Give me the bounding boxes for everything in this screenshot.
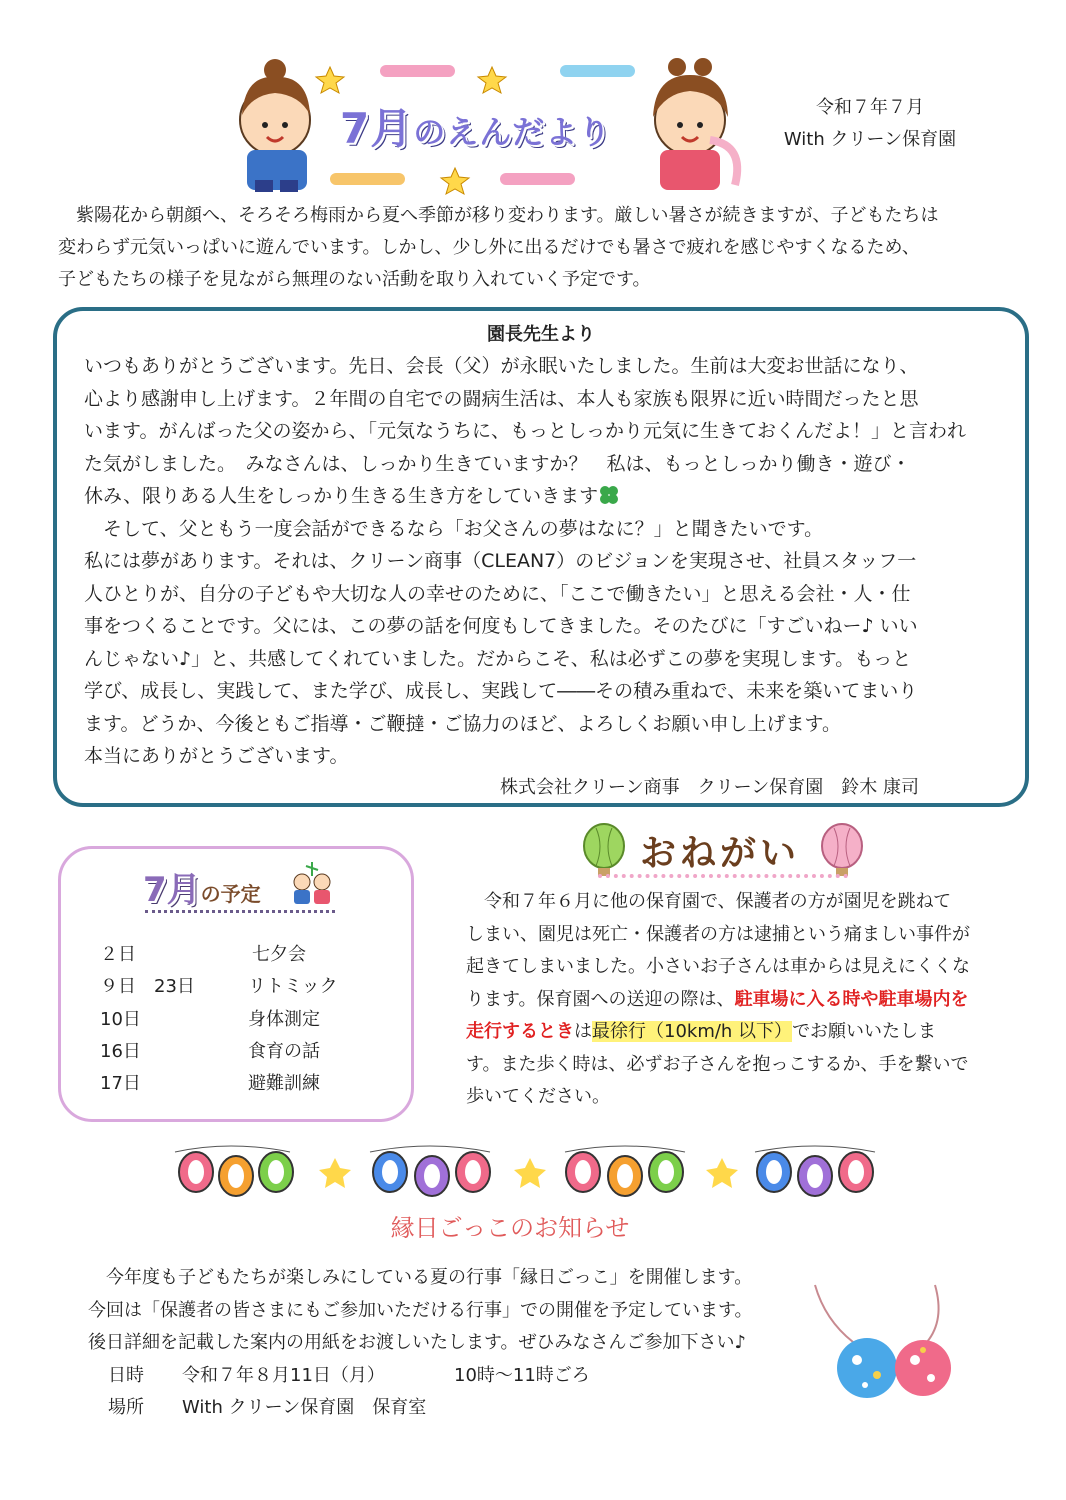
message-line: いつもありがとうございます。先日、会長（父）が永眠いたしました。生前は大変お世話になり、 xyxy=(84,355,919,377)
girl-character xyxy=(653,58,737,190)
schedule-title-text: の予定 xyxy=(200,882,261,906)
request-line xyxy=(466,1016,1006,1049)
schedule-date: 17日 xyxy=(100,1073,141,1094)
festival-when xyxy=(88,1360,818,1393)
festival-heading: 縁日ごっこのお知らせ xyxy=(390,1214,630,1242)
school-name: With クリーン保育園 xyxy=(783,129,957,150)
when-date: 令和７年８月11日（月） xyxy=(182,1364,385,1386)
schedule-event: 身体測定 xyxy=(248,1009,320,1030)
title-text: のえんだより xyxy=(413,113,612,151)
title-month: 7月 xyxy=(340,104,414,153)
schedule-event: 食育の話 xyxy=(248,1041,320,1062)
water-balloon-yoyo-icon xyxy=(805,1280,975,1405)
schedule-event: リトミック xyxy=(248,976,338,997)
newsletter-title xyxy=(340,96,611,156)
message-line: 私には夢があります。それは、クリーン商事（CLEAN7）のビジョンを実現させ、社員スタッフ一 xyxy=(84,550,917,572)
message-line: 人ひとりが、自分の子どもや大切な人の幸せのために、「ここで働きたい」と思える会社・人・仕 xyxy=(84,582,911,605)
request-line: 起きてしまいました。小さいお子さんは車からは見えにくくな xyxy=(466,956,970,977)
pink-balloon-icon xyxy=(822,824,862,876)
when-label: 日時 xyxy=(108,1364,144,1386)
festival-line: 今年度も子どもたちが楽しみにしている夏の行事「縁日ごっこ」を開催します。 xyxy=(88,1267,753,1288)
request-text: でお願いいたしま xyxy=(792,1021,937,1042)
message-line: 休み、限りある人生をしっかり生きる生き方をしていきます xyxy=(84,485,599,507)
date-block xyxy=(770,92,970,156)
request-underline xyxy=(598,874,848,878)
message-line: んじゃない♪」と、共感してくれていました。だからこそ、私は必ずこの夢を実現します。もっと xyxy=(84,647,912,670)
schedule-date: ９日 23日 xyxy=(100,976,195,997)
festival-line: 後日詳細を記載した案内の用紙をお渡しいたします。ぜひみなさんご参加下さい♪ xyxy=(88,1332,747,1353)
lantern-group-icon xyxy=(175,1146,293,1196)
request-line: 令和７年６月に他の保育園で、保護者の方が園児を跳ねて xyxy=(466,891,952,912)
festival-line: 今回は「保護者の皆さまにもご参加いただける行事」での開催を予定しています。 xyxy=(88,1299,753,1321)
director-signature: 株式会社クリーン商事 クリーン保育園 鈴木 康司 xyxy=(500,777,919,798)
director-heading: 園長先生より xyxy=(487,324,595,345)
festival-body xyxy=(88,1262,818,1425)
request-line: 歩いてください。 xyxy=(466,1086,610,1107)
request-text: は xyxy=(574,1021,592,1042)
message-line: います。がんばった父の姿から、「元気なうちに、もっとしっかり元気に生きておくんだよ！」と言われ xyxy=(84,420,966,442)
clover-icon xyxy=(598,484,620,506)
lantern-group-icon xyxy=(755,1146,875,1196)
message-line-with-clover xyxy=(84,480,1009,513)
request-line: す。また歩く時は、必ずお子さんを抱っこするか、手を繋いで xyxy=(466,1053,969,1075)
request-text: ります。保育園への送迎の際は、 xyxy=(466,988,735,1010)
where-label: 場所 xyxy=(108,1397,144,1418)
request-line: しまい、園児は死亡・保護者の方は逮捕という痛ましい事件が xyxy=(466,923,970,945)
message-line: 事をつくることです。父には、この夢の話を何度もしてきました。そのたびに「すごいねー♪ いい xyxy=(84,615,918,637)
star-icon xyxy=(706,1158,738,1188)
request-heading: おねがい xyxy=(640,833,801,874)
request-line xyxy=(466,984,1006,1017)
schedule-title-month: 7月 xyxy=(143,870,201,910)
intro-line: 子どもたちの様子を見ながら無理のない活動を取り入れていく予定です。 xyxy=(58,269,651,290)
schedule-event: 七夕会 xyxy=(252,944,306,965)
intro-paragraph xyxy=(58,200,1018,296)
lantern-group-icon xyxy=(565,1146,685,1196)
request-alert-text: 駐車場に入る時や駐車場内を xyxy=(734,988,969,1010)
message-line: 心より感謝申し上げます。２年間の自宅での闘病生活は、本人も家族も限界に近い時間だったと思 xyxy=(84,387,919,410)
request-body xyxy=(466,886,1006,1114)
lantern-group-icon xyxy=(370,1146,490,1196)
director-message-body xyxy=(84,350,1009,773)
star-icon xyxy=(514,1158,546,1188)
decor-stars-bottom xyxy=(330,168,575,194)
schedule-divider xyxy=(145,910,335,913)
speed-limit-highlight: 最徐行（10km/h 以下） xyxy=(592,1021,793,1042)
schedule-event: 避難訓練 xyxy=(248,1073,320,1094)
message-line: 本当にありがとうございます。 xyxy=(84,745,349,767)
schedule-date: ２日 xyxy=(100,944,136,965)
boy-character xyxy=(240,59,310,192)
intro-line: 変わらず元気いっぱいに遊んでいます。しかし、少し外に出るだけでも暑さで疲れを感じやすくなるため、 xyxy=(58,237,920,258)
tanabata-kids-icon xyxy=(288,860,336,908)
schedule-date: 10日 xyxy=(100,1009,141,1030)
message-line: そして、父ともう一度会話ができるなら「お父さんの夢はなに？」と聞きたいです。 xyxy=(84,517,824,540)
message-line: ます。どうか、今後ともご指導・ご鞭撻・ご協力のほど、よろしくお願い申し上げます。 xyxy=(84,712,841,735)
star-icon xyxy=(319,1158,351,1188)
message-line: た気がしました。 みなさんは、しっかり生きていますか？ 私は、もっとしっかり働き・遊び・ xyxy=(84,452,911,475)
issue-date: 令和７年７月 xyxy=(816,97,924,118)
decor-stars-top xyxy=(316,65,635,93)
request-alert-text: 走行するとき xyxy=(466,1021,574,1042)
green-balloon-icon xyxy=(584,824,624,876)
festival-where xyxy=(88,1392,818,1425)
schedule-title xyxy=(143,862,261,911)
where-value: With クリーン保育園 保育室 xyxy=(182,1397,427,1418)
intro-line: 紫陽花から朝顔へ、そろそろ梅雨から夏へ季節が移り変わります。厳しい暑さが続きますが、子どもたちは xyxy=(58,205,939,226)
schedule-date: 16日 xyxy=(100,1041,141,1062)
when-time: 10時～11時ごろ xyxy=(454,1364,590,1386)
message-line: 学び、成長し、実践して、また学び、成長し、実践して――その積み重ねで、未来を築いてまいり xyxy=(84,680,918,702)
lantern-garland xyxy=(170,1138,890,1200)
